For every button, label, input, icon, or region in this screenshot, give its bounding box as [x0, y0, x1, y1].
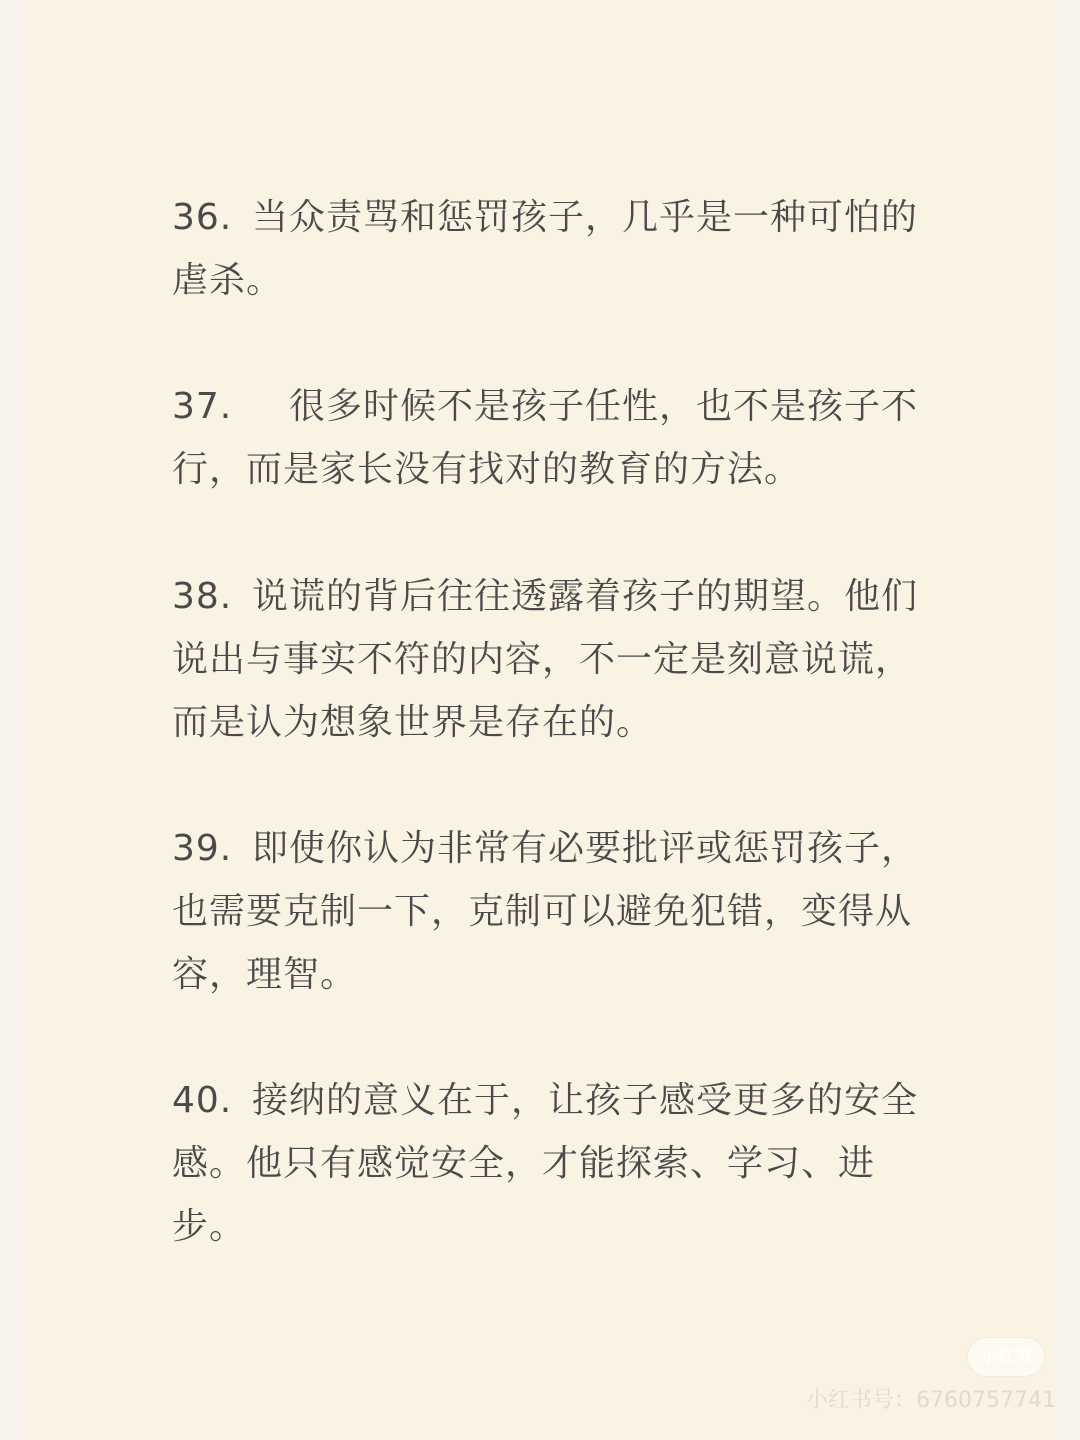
xiaohongshu-logo-watermark: 小红书 [968, 1338, 1044, 1376]
quote-text: 说谎的背后往往透露着孩子的期望。他们说出与事实不符的内容，不一定是刻意说谎，而是认为想象世界是存在的。 [172, 576, 919, 743]
quote-number: 37. [172, 386, 233, 427]
quote-text: 即使你认为非常有必要批评或惩罚孩子，也需要克制一下，克制可以避免犯错，变得从容，理智。 [172, 828, 919, 995]
quote-number: 36. [172, 197, 233, 238]
xiaohongshu-id-watermark: 小红书号：6760757741 [806, 1388, 1056, 1413]
quote-number: 38. [172, 576, 233, 617]
quote-40 [172, 1069, 920, 1258]
quote-text: 接纳的意义在于，让孩子感受更多的安全感。他只有感觉安全，才能探索、学习、进步。 [172, 1080, 919, 1247]
quote-text: 当众责骂和惩罚孩子，几乎是一种可怕的虐杀。 [172, 197, 919, 301]
quote-number: 40. [172, 1080, 233, 1121]
quote-37 [172, 375, 920, 501]
quote-36 [172, 186, 920, 312]
quote-number: 39. [172, 828, 233, 869]
quote-text: 很多时候不是孩子任性，也不是孩子不行，而是家长没有找对的教育的方法。 [172, 386, 919, 490]
quote-38 [172, 565, 920, 754]
quote-39 [172, 817, 920, 1006]
